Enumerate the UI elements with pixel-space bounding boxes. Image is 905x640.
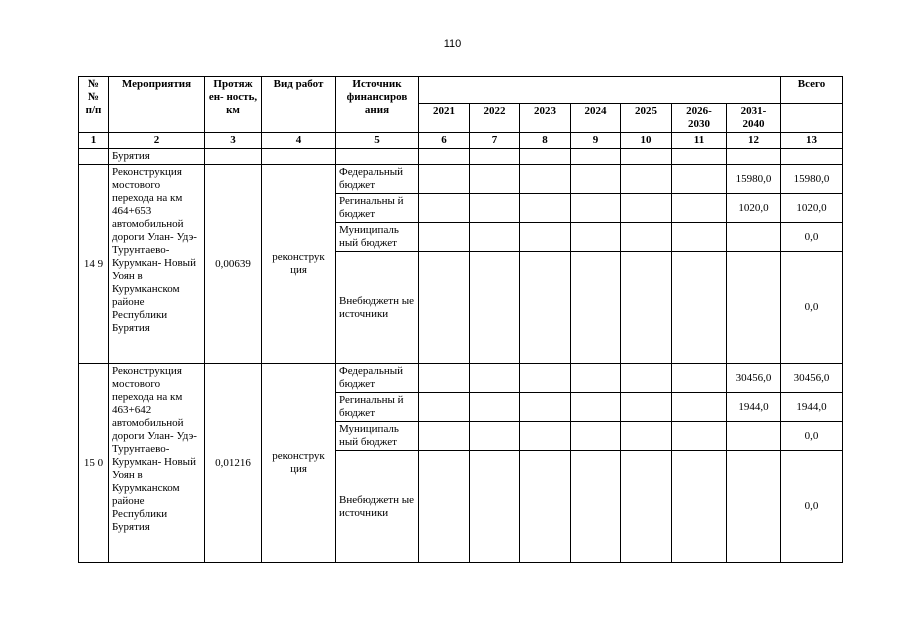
header-work-type: Вид работ — [262, 77, 336, 133]
source-label: Регинальны й бюджет — [336, 194, 419, 223]
source-label: Внебюджетн ые источники — [336, 451, 419, 563]
value-total: 1944,0 — [781, 393, 843, 422]
column-number: 8 — [520, 133, 571, 149]
header-row — [79, 77, 843, 104]
header-year: 2025 — [621, 104, 672, 133]
project-work-type: реконструк ция — [262, 364, 336, 563]
header-year: 2021 — [419, 104, 470, 133]
column-number: 2 — [109, 133, 205, 149]
source-label: Федеральный бюджет — [336, 364, 419, 393]
page-number: 110 — [443, 38, 462, 50]
column-number: 13 — [781, 133, 843, 149]
column-number: 10 — [621, 133, 672, 149]
column-number-row — [79, 133, 843, 149]
source-label: Федеральный бюджет — [336, 165, 419, 194]
header-source: Источник финансиров ания — [336, 77, 419, 133]
carry-over-text: Бурятия — [109, 149, 205, 165]
column-number: 7 — [470, 133, 520, 149]
value-total: 1020,0 — [781, 194, 843, 223]
value-2031 — [727, 223, 781, 252]
value-2031: 1944,0 — [727, 393, 781, 422]
project-length: 0,00639 — [205, 165, 262, 364]
value-total: 0,0 — [781, 252, 843, 364]
financing-table — [78, 76, 843, 563]
value-2031 — [727, 252, 781, 364]
source-label: Муниципаль ный бюджет — [336, 422, 419, 451]
value-total: 30456,0 — [781, 364, 843, 393]
project-name: Реконструкция мостового перехода на км 464+653 автомобильной дороги Улан- Удэ- Турунтаево- Курумкан- Новый Уоян в Курумканском районе Республики Бурятия — [109, 165, 205, 364]
source-label: Регинальны й бюджет — [336, 393, 419, 422]
header-num: № № п/п — [79, 77, 109, 133]
value-2031 — [727, 451, 781, 563]
source-label: Внебюджетн ые источники — [336, 252, 419, 364]
value-2031: 30456,0 — [727, 364, 781, 393]
project-number: 14 9 — [79, 165, 109, 364]
project-name: Реконструкция мостового перехода на км 463+642 автомобильной дороги Улан- Удэ- Турунтаево- Курумкан- Новый Уоян в Курумканском районе Республики Бурятия — [109, 364, 205, 563]
table-row — [79, 364, 843, 393]
column-number: 12 — [727, 133, 781, 149]
header-year: 2026- 2030 — [672, 104, 727, 133]
value-2031: 1020,0 — [727, 194, 781, 223]
value-total: 0,0 — [781, 451, 843, 563]
column-number: 9 — [571, 133, 621, 149]
column-number: 4 — [262, 133, 336, 149]
project-number: 15 0 — [79, 364, 109, 563]
header-year: 2031- 2040 — [727, 104, 781, 133]
column-number: 11 — [672, 133, 727, 149]
table-row — [79, 165, 843, 194]
value-2031: 15980,0 — [727, 165, 781, 194]
project-length: 0,01216 — [205, 364, 262, 563]
header-measures: Мероприятия — [109, 77, 205, 133]
value-total: 0,0 — [781, 223, 843, 252]
carry-over-row — [79, 149, 843, 165]
column-number: 5 — [336, 133, 419, 149]
column-number: 3 — [205, 133, 262, 149]
header-year: 2023 — [520, 104, 571, 133]
header-length: Протяж ен- ность, км — [205, 77, 262, 133]
header-year: 2022 — [470, 104, 520, 133]
header-total: Всего — [781, 77, 843, 104]
header-year: 2024 — [571, 104, 621, 133]
column-number: 1 — [79, 133, 109, 149]
header-total-blank — [781, 104, 843, 133]
value-total: 0,0 — [781, 422, 843, 451]
value-total: 15980,0 — [781, 165, 843, 194]
source-label: Муниципаль ный бюджет — [336, 223, 419, 252]
project-work-type: реконструк ция — [262, 165, 336, 364]
value-2031 — [727, 422, 781, 451]
header-years-group — [419, 77, 781, 104]
column-number: 6 — [419, 133, 470, 149]
